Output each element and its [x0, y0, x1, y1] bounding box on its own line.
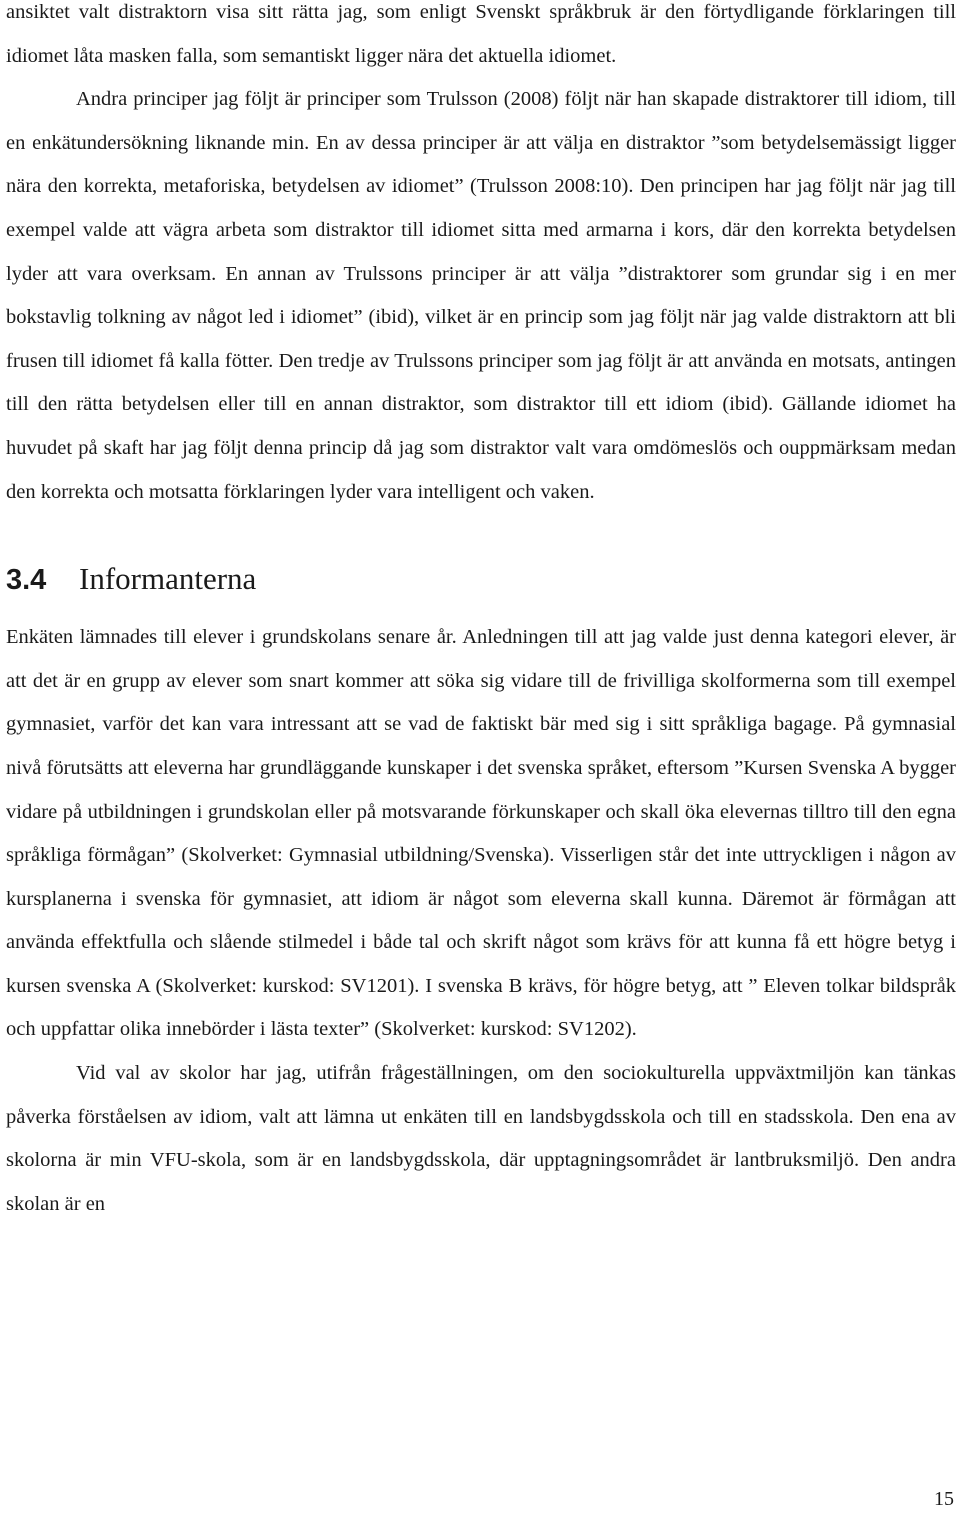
section-heading	[6, 559, 956, 600]
paragraph: ansiktet valt distraktorn visa sitt rätta jag, som enligt Svenskt språkbruk är den förtydligande förklaringen till idiomet låta masken falla, som semantiskt ligger nära det aktuella idiomet.	[6, 1, 956, 67]
paragraph: Andra principer jag följt är principer som Trulsson (2008) följt när han skapade distraktorer till idiom, till en enkätundersökning liknande min. En av dessa principer är att välja en distraktor ”som betydelsemässigt ligger nära den korrekta, metaforiska, betydelsen av idiomet” (Trulsson 2008:10). Den principen har jag följt när jag till exempel valde att vägra arbeta som distraktor till idiomet sitta med armarna i kors, där den korrekta betydelsen lyder att vara overksam. En annan av Trulssons principer är att välja ”distraktorer som grundar sig i en mer bokstavlig tolkning av något led i idiomet” (ibid), vilket är en princip som jag följt när jag valde distraktorn att bli frusen till idiomet få kalla fötter. Den tredje av Trulssons principer som jag följt är att använda en motsats, antingen till den rätta betydelsen eller till en annan distraktor, som distraktor till ett idiom (ibid). Gällande idiomet ha huvudet på skaft har jag följt denna princip då jag som distraktor valt vara omdömeslös och ouppmärksam medan den korrekta och motsatta förklaringen lyder vara intelligent och vaken.	[6, 88, 956, 503]
page-number: 15	[934, 1488, 954, 1510]
paragraph: Vid val av skolor har jag, utifrån frågeställningen, om den sociokulturella uppväxtmiljön kan tänkas påverka förståelsen av idiom, valt att lämna ut enkäten till en landsbygdsskola och till en stadsskola. Den ena av skolorna är min VFU-skola, som är en landsbygdsskola, där upptagningsområdet är lantbruksmiljö. Den andra skolan är en	[6, 1062, 956, 1215]
section-number: 3.4	[6, 564, 47, 597]
paragraph: Enkäten lämnades till elever i grundskolans senare år. Anledningen till att jag valde just denna kategori elever, är att det är en grupp av elever som snart kommer att söka sig vidare till de frivilliga skolformerna som till exempel gymnasiet, varför det kan vara intressant att se vad de faktiskt bär med sig i sitt språkliga bagage. På gymnasial nivå förutsätts att eleverna har grundläggande kunskaper i det svenska språket, eftersom ”Kursen Svenska A bygger vidare på utbildningen i grundskolan eller på motsvarande förkunskaper och skall öka elevernas tilltro till den egna språkliga förmågan” (Skolverket: Gymnasial utbildning/Svenska). Visserligen står det inte uttryckligen i någon av kursplanerna i svenska för gymnasiet, att idiom är något som eleverna skall kunna. Däremot är förmågan att använda effektfulla och slående stilmedel i både tal och skrift något som krävs för att kunna få ett högre betyg i kursen svenska A (Skolverket: kurskod: SV1201). I svenska B krävs, för högre betyg, att ” Eleven tolkar bildspråk och uppfattar olika innebörder i lästa texter” (Skolverket: kurskod: SV1202).	[6, 626, 956, 1041]
section-title: Informanterna	[79, 561, 257, 597]
document-page	[6, 0, 956, 1226]
